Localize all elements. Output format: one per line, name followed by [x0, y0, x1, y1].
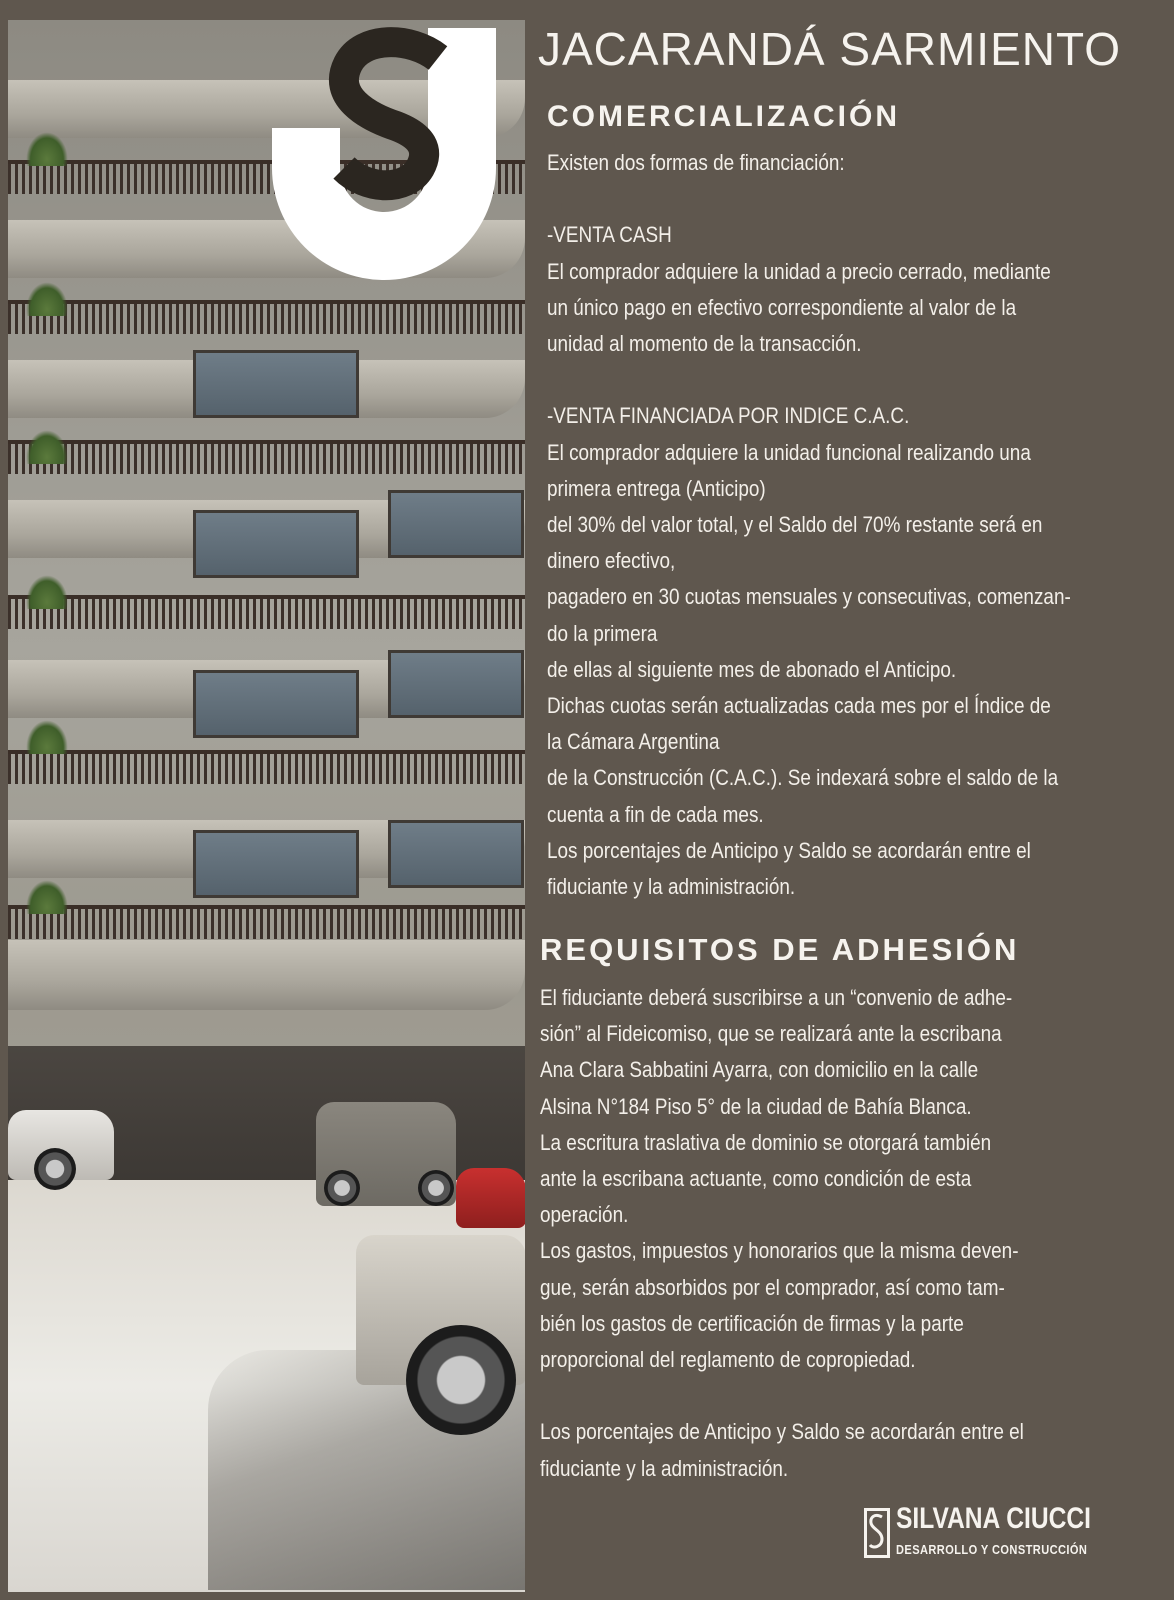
text-line: El comprador adquiere la unidad funcional realizando una: [547, 439, 1031, 465]
text-line: dinero efectivo,: [547, 548, 676, 574]
text-line: ante la escribana actuante, como condición de esta: [540, 1166, 972, 1192]
plant: [26, 880, 68, 914]
text-line: Los porcentajes de Anticipo y Saldo se acordarán entre el: [547, 837, 1031, 863]
text-line: Existen dos formas de financiación:: [547, 150, 845, 175]
brand-mark-icon: [864, 1508, 890, 1558]
balcony-railing: [8, 905, 525, 939]
section-body-requisitos: [540, 980, 1125, 1487]
car-wheel: [406, 1325, 516, 1435]
plant: [26, 282, 68, 316]
window: [193, 830, 359, 898]
text-line: proporcional del reglamento de copropiedad.: [540, 1347, 916, 1373]
floor-slab: [8, 940, 525, 1010]
text-line: sión” al Fideicomiso, que se realizará ante la escribana: [540, 1021, 1002, 1047]
text-line: bién los gastos de certificación de firmas y la parte: [540, 1310, 964, 1336]
balcony-railing: [8, 595, 525, 629]
section-heading-requisitos: REQUISITOS DE ADHESIÓN: [540, 932, 1020, 967]
text-line: El fiduciante deberá suscribirse a un “convenio de adhe-: [540, 985, 1013, 1010]
window: [193, 670, 359, 738]
section-heading-comercializacion: COMERCIALIZACIÓN: [547, 100, 900, 133]
text-line: -VENTA CASH: [547, 222, 672, 248]
text-line: [547, 362, 1106, 398]
text-line: cuenta a fin de cada mes.: [547, 801, 764, 827]
plant: [26, 720, 68, 754]
text-line: de la Construcción (C.A.C.). Se indexará sobre el saldo de la: [547, 765, 1059, 791]
text-line: [547, 181, 1106, 217]
brand-name: SILVANA CIUCCI: [896, 1502, 1091, 1535]
section-body-comercializacion: [547, 145, 1106, 905]
text-line: do la primera: [547, 620, 658, 646]
balcony-railing: [8, 440, 525, 474]
text-line: primera entrega (Anticipo): [547, 475, 766, 501]
text-line: gue, serán absorbidos por el comprador, así como tam-: [540, 1274, 1005, 1300]
brand-logo: [862, 1500, 1091, 1564]
text-line: El comprador adquiere la unidad a precio cerrado, mediante: [547, 258, 1051, 284]
window: [388, 490, 524, 558]
car-wheel: [34, 1148, 76, 1190]
text-line: fiduciante y la administración.: [547, 874, 796, 900]
text-line: unidad al momento de la transacción.: [547, 331, 862, 356]
page-title: JACARANDÁ SARMIENTO: [538, 23, 1122, 75]
window: [193, 350, 359, 418]
text-line: La escritura traslativa de dominio se otorgará también: [540, 1129, 992, 1155]
plant: [26, 132, 68, 166]
plant: [26, 430, 68, 464]
plant: [26, 575, 68, 609]
car-wheel: [418, 1170, 454, 1206]
text-line: de ellas al siguiente mes de abonado el Anticipo.: [547, 656, 957, 682]
text-line: fiduciante y la administración.: [540, 1455, 789, 1481]
window: [193, 510, 359, 578]
window: [388, 820, 524, 888]
text-line: Los gastos, impuestos y honorarios que la misma deven-: [540, 1238, 1019, 1264]
text-line: del 30% del valor total, y el Saldo del 70% restante será en: [547, 512, 1043, 537]
text-line: Ana Clara Sabbatini Ayarra, con domicilio en la calle: [540, 1057, 979, 1083]
text-line: Los porcentajes de Anticipo y Saldo se acordarán entre el: [540, 1419, 1024, 1445]
text-line: Dichas cuotas serán actualizadas cada mes por el Índice de: [547, 693, 1051, 719]
brand-tagline: DESARROLLO Y CONSTRUCCIÓN: [896, 1542, 1088, 1557]
car-wheel: [324, 1170, 360, 1206]
text-line: la Cámara Argentina: [547, 729, 720, 755]
text-line: operación.: [540, 1202, 629, 1228]
sj-logo: [270, 18, 520, 318]
text-line: pagadero en 30 cuotas mensuales y consecutivas, comenzan-: [547, 584, 1071, 610]
car-red: [456, 1168, 525, 1228]
text-line: [540, 1378, 1125, 1414]
text-line: Alsina N°184 Piso 5° de la ciudad de Bahía Blanca.: [540, 1093, 972, 1119]
text-line: un único pago en efectivo correspondiente al valor de la: [547, 294, 1017, 320]
balcony-railing: [8, 750, 525, 784]
window: [388, 650, 524, 718]
text-line: -VENTA FINANCIADA POR INDICE C.A.C.: [547, 403, 910, 429]
